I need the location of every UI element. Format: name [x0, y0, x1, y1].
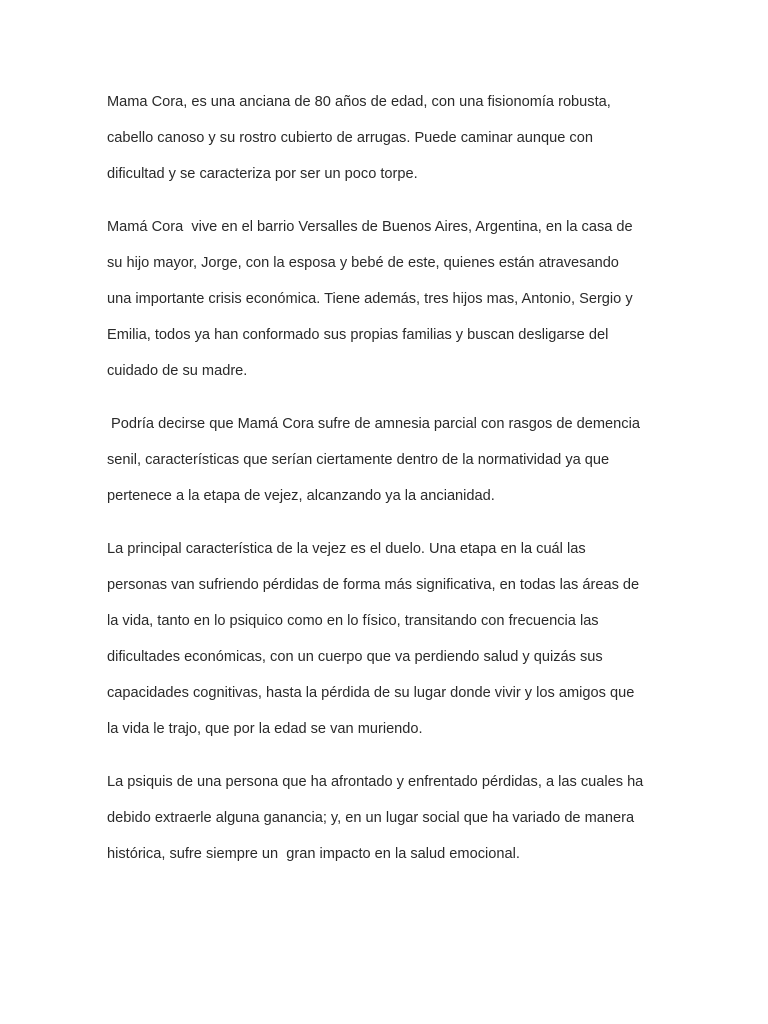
text-line: histórica, sufre siempre un gran impacto en la salud emocional.	[107, 846, 520, 862]
paragraph-5	[107, 764, 667, 872]
text-line: la vida, tanto en lo psiquico como en lo físico, transitando con frecuencia las	[107, 613, 599, 629]
text-line: una importante crisis económica. Tiene además, tres hijos mas, Antonio, Sergio y	[107, 291, 633, 307]
text-line: senil, características que serían ciertamente dentro de la normatividad ya que	[107, 452, 610, 468]
text-line: capacidades cognitivas, hasta la pérdida de su lugar donde vivir y los amigos que	[107, 685, 635, 701]
text-line: personas van sufriendo pérdidas de forma más significativa, en todas las áreas de	[107, 577, 640, 593]
text-line: pertenece a la etapa de vejez, alcanzando ya la ancianidad.	[107, 488, 495, 504]
text-line: dificultades económicas, con un cuerpo que va perdiendo salud y quizás sus	[107, 649, 603, 665]
text-line: cabello canoso y su rostro cubierto de arrugas. Puede caminar aunque con	[107, 130, 593, 146]
text-line: dificultad y se caracteriza por ser un poco torpe.	[107, 166, 418, 182]
text-line: La principal característica de la vejez es el duelo. Una etapa en la cuál las	[107, 541, 586, 557]
paragraph-2	[107, 209, 667, 389]
text-line: Mama Cora, es una anciana de 80 años de edad, con una fisionomía robusta,	[107, 94, 611, 110]
paragraph-1	[107, 84, 667, 192]
text-line: su hijo mayor, Jorge, con la esposa y bebé de este, quienes están atravesando	[107, 255, 619, 271]
paragraph-3	[107, 406, 667, 514]
text-line: debido extraerle alguna ganancia; y, en un lugar social que ha variado de manera	[107, 810, 635, 826]
text-line: Podría decirse que Mamá Cora sufre de amnesia parcial con rasgos de demencia	[107, 416, 640, 432]
text-line: La psiquis de una persona que ha afrontado y enfrentado pérdidas, a las cuales ha	[107, 774, 644, 790]
document-body	[107, 84, 667, 889]
text-line: la vida le trajo, que por la edad se van muriendo.	[107, 721, 423, 737]
text-line: cuidado de su madre.	[107, 363, 248, 379]
text-line: Emilia, todos ya han conformado sus propias familias y buscan desligarse del	[107, 327, 609, 343]
text-line: Mamá Cora vive en el barrio Versalles de Buenos Aires, Argentina, en la casa de	[107, 219, 633, 235]
paragraph-4	[107, 531, 667, 747]
